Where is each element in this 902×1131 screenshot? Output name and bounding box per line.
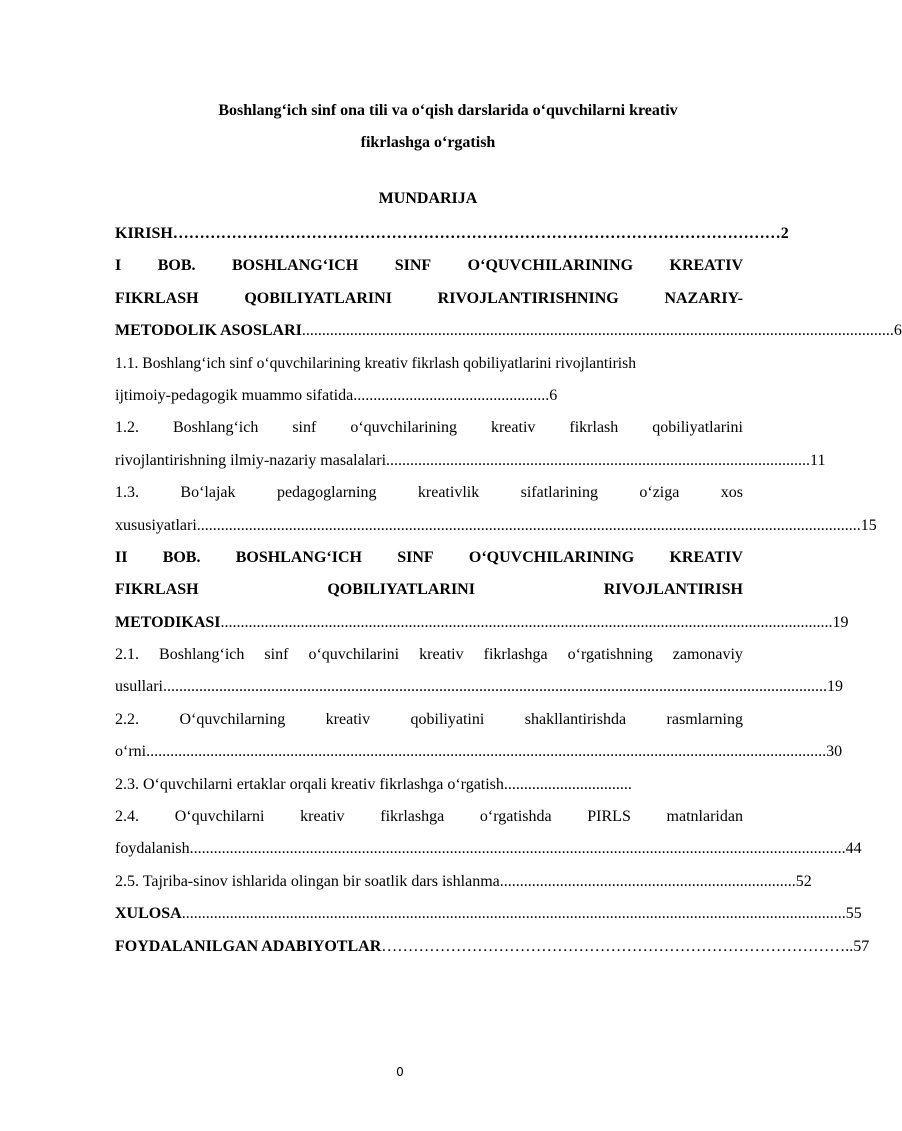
page-number: 0 — [396, 1065, 404, 1079]
word: fikrlash — [569, 419, 619, 437]
word: BOSHLANG‘ICH — [235, 548, 362, 566]
word: o‘rgatishda — [479, 808, 552, 826]
toc-page-number: 6 — [549, 386, 558, 404]
word: II — [115, 548, 128, 566]
toc-section-2-1-line-2[interactable] — [115, 671, 843, 703]
word: o‘quvchilarini — [308, 646, 400, 664]
word: O‘QUVCHILARINING — [467, 257, 634, 275]
toc-page-number: 30 — [826, 743, 843, 761]
word: matnlaridan — [666, 808, 743, 826]
word: fikrlashga — [483, 646, 548, 664]
word: kreativlik — [417, 484, 480, 502]
toc-section-2-4-line-1[interactable] — [115, 801, 743, 833]
toc-entry-text: xususiyatlari — [115, 516, 197, 534]
toc-entry-text: ijtimoiy-pedagogik muammo sifatida — [115, 386, 354, 404]
toc-page-number: 52 — [795, 872, 812, 890]
toc-page-number: 11 — [810, 451, 826, 469]
word: QOBILIYATLARINI — [327, 581, 475, 599]
dot-leader: ......................................................................................................................................................... — [220, 613, 833, 631]
word: sifatlarining — [520, 484, 598, 502]
word: 2.4. — [115, 808, 139, 826]
toc-section-1-1-line-2[interactable] — [115, 380, 743, 412]
word: SINF — [397, 548, 434, 566]
toc-chapter-2-line-1[interactable] — [115, 542, 743, 574]
toc-section-1-2-line-1[interactable] — [115, 412, 743, 444]
word: PIRLS — [587, 808, 631, 826]
word: o‘rgatishning — [567, 646, 653, 664]
word: KREATIV — [669, 257, 743, 275]
toc-entry-text: foydalanish — [115, 840, 190, 858]
word: BOB. — [157, 257, 196, 275]
word: BOB. — [162, 548, 201, 566]
toc-entry-text: rivojlantirishning ilmiy-nazariy masalalari — [115, 451, 387, 469]
dot-leader: ...................................................................................................................................................................... — [163, 678, 827, 696]
word: Boshlang‘ich — [173, 419, 259, 437]
toc-page-number: 2 — [780, 225, 789, 242]
word: 1.2. — [115, 419, 139, 437]
word: 1.3. — [115, 484, 139, 502]
word: zamonaviy — [672, 646, 743, 664]
toc-entry-text: o‘rni — [115, 743, 147, 761]
toc-entry-references[interactable] — [115, 931, 870, 963]
dot-leader: ...................................................................................................................................................................... — [181, 905, 846, 923]
document-title-line-1: Boshlang‘ich sinf ona tili va o‘qish darslarida o‘quvchilarni kreativ — [218, 102, 678, 119]
word: kreativ — [419, 646, 464, 664]
word: qobiliyatlarini — [652, 419, 743, 437]
toc-section-2-3[interactable] — [115, 769, 743, 801]
dot-leader: .................................................................................................................................................................... — [189, 840, 846, 858]
document-title-line-2: fikrlashga o‘rgatish — [360, 134, 496, 151]
dot-leader: .................................................................................................................................................... — [301, 322, 894, 340]
word: KREATIV — [669, 548, 743, 566]
toc-page-number: 57 — [853, 937, 870, 955]
table-of-contents — [115, 218, 902, 963]
dot-leader: .......................................................................................................... — [386, 451, 811, 469]
toc-chapter-1-line-3[interactable] — [115, 315, 902, 347]
toc-section-2-2-line-2[interactable] — [115, 736, 843, 768]
toc-heading: MUNDARIJA — [378, 190, 478, 207]
word: O‘QUVCHILARINING — [468, 548, 635, 566]
word: qobiliyatini — [410, 710, 485, 728]
toc-entry-intro[interactable] — [115, 218, 789, 250]
word: sinf — [264, 646, 289, 664]
dot-leader: …………………………………………………………………………….. — [381, 937, 854, 955]
dot-leader: ................................ — [503, 775, 632, 793]
word: I — [115, 257, 122, 275]
word: kreativ — [325, 710, 371, 728]
word: Bo‘lajak — [180, 484, 236, 502]
word: O‘quvchilarni — [174, 808, 265, 826]
toc-page-number: 15 — [860, 516, 877, 534]
toc-section-1-2-line-2[interactable] — [115, 445, 826, 477]
toc-entry-text: KIRISH — [115, 225, 173, 242]
dot-leader: .......................................................................... — [499, 872, 796, 890]
word: NAZARIY- — [664, 289, 743, 307]
toc-section-1-1-line-1[interactable]: 1.1. Boshlang‘ich sinf o‘quvchilarining kreativ fikrlash qobiliyatlarini rivojlantirish — [115, 354, 636, 372]
toc-entry-text: 2.3. O‘quvchilarni ertaklar orqali kreativ fikrlashga o‘rgatish — [115, 775, 504, 793]
word: kreativ — [490, 419, 536, 437]
word: O‘quvchilarning — [179, 710, 286, 728]
word: rasmlarning — [666, 710, 743, 728]
toc-entry-text: XULOSA — [115, 905, 182, 923]
word: shakllantirishda — [524, 710, 627, 728]
toc-entry-conclusion[interactable] — [115, 898, 862, 930]
word: FIKRLASH — [115, 581, 199, 599]
toc-page-number: 55 — [845, 905, 862, 923]
toc-section-2-1-line-1[interactable] — [115, 639, 743, 671]
toc-section-2-4-line-2[interactable] — [115, 833, 862, 865]
toc-entry-text: usullari — [115, 678, 163, 696]
word: o‘ziga — [639, 484, 680, 502]
toc-section-2-2-line-1[interactable] — [115, 704, 743, 736]
toc-chapter-1-line-1[interactable] — [115, 250, 743, 282]
toc-chapter-2-line-2[interactable] — [115, 574, 743, 606]
word: FIKRLASH — [115, 289, 199, 307]
dot-leader: ................................................. — [353, 386, 550, 404]
word: 2.2. — [115, 710, 139, 728]
word: QOBILIYATLARINI — [244, 289, 392, 307]
word: RIVOJLANTIRISH — [603, 581, 743, 599]
toc-chapter-2-line-3[interactable] — [115, 607, 849, 639]
toc-entry-text: METODOLIK ASOSLARI — [115, 322, 302, 340]
dot-leader: .......................................................................................................................................................................... — [146, 743, 827, 761]
dot-leader: ...................................................................................................................................................................... — [196, 516, 861, 534]
word: kreativ — [300, 808, 345, 826]
toc-page-number: 19 — [832, 613, 849, 631]
toc-chapter-1-line-2[interactable] — [115, 283, 743, 315]
toc-page-number: 19 — [827, 678, 843, 696]
toc-section-1-3-line-1[interactable] — [115, 477, 743, 509]
toc-entry-text: FOYDALANILGAN ADABIYOTLAR — [115, 937, 382, 955]
dot-leader: …………………………………………………………………………………………………… — [172, 225, 781, 242]
word: BOSHLANG‘ICH — [232, 257, 359, 275]
word: 2.1. — [115, 646, 139, 664]
toc-section-1-3-line-2[interactable] — [115, 510, 877, 542]
toc-entry-text: 2.5. Tajriba-sinov ishlarida olingan bir soatlik dars ishlanma — [115, 872, 500, 890]
toc-entry-text: METODIKASI — [115, 613, 221, 631]
word: o‘quvchilarining — [350, 419, 457, 437]
toc-page-number: 6 — [893, 322, 902, 340]
word: fikrlashga — [380, 808, 445, 826]
word: sinf — [292, 419, 317, 437]
word: SINF — [394, 257, 432, 275]
word: Boshlang‘ich — [159, 646, 245, 664]
toc-section-2-5[interactable] — [115, 866, 812, 898]
toc-page-number: 44 — [845, 840, 862, 858]
word: pedagoglarning — [276, 484, 377, 502]
word: RIVOJLANTIRISHNING — [437, 289, 619, 307]
word: xos — [720, 484, 743, 502]
